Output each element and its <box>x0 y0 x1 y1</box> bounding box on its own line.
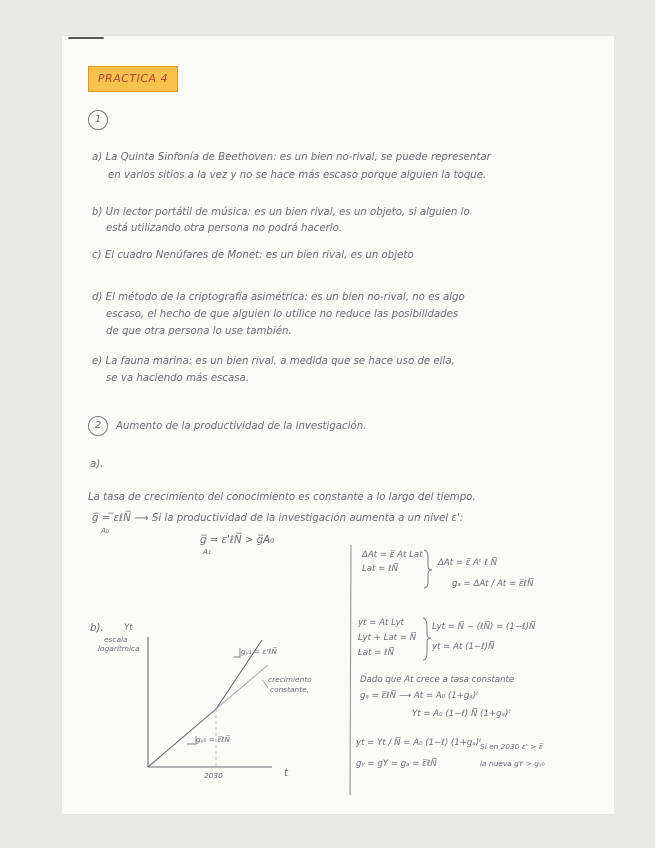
new-growth-subscript: A₁ <box>203 547 212 556</box>
x-axis-tick-2030: 2030 <box>204 771 223 780</box>
slope-low-label: gᵧ₀ = ε̅ℓN̅ <box>196 735 230 744</box>
part-b-label: b). <box>90 623 104 634</box>
page-title: PRACTICA 4 <box>88 66 178 92</box>
box4-line1: yt = Yt / N̅ = A₀ (1−ℓ) (1+gₐ)ᵗ <box>356 738 482 748</box>
growth-constant-statement: La tasa de crecimiento del conocimiento es constante a lo largo del tiempo. <box>88 492 476 503</box>
answer-e-line-2: se va haciendo más escasa. <box>106 373 250 384</box>
slope-high-label: gᵧ₁ = ε'ℓN̅ <box>241 647 277 656</box>
question-2-number: 2 <box>88 416 108 436</box>
new-growth-inequality: g̅ = ε'ℓN̅ > g̅A₀ <box>200 535 275 546</box>
box1-eq2: Lat = ℓN̅ <box>362 564 399 574</box>
answer-d-line-2: escaso, el hecho de que alguien lo utilice no reduce las posibilidades <box>106 309 459 320</box>
answer-c-line-1: c) El cuadro Nenúfares de Monet: es un bien rival, es un objeto <box>92 250 414 261</box>
box2-result2: yt = At (1−ℓ)N̅ <box>432 642 495 652</box>
box3-line2: gₐ = ε̅ℓN̅ ⟶ At = A₀ (1+gₐ)ᵗ <box>360 691 479 701</box>
box1-result1: ΔAt = ε̅ Aᵗ ℓ N̅ <box>438 558 498 568</box>
y-axis-sub2: logarítmica <box>98 644 140 653</box>
box2-result1: Lyt = N̅ − (ℓN̅) = (1−ℓ)N̅ <box>432 622 536 632</box>
box1-result2: gₐ = ΔAt / At = ε̅ℓN̅ <box>452 579 534 589</box>
box4-note1: Si en 2030 ε' > ε̅ <box>480 742 543 751</box>
answer-a-line-2: en varios sitios a la vez y no se hace más escaso porque alguien la toque. <box>108 170 487 181</box>
y-axis-label: Yt <box>124 623 133 633</box>
part-a-label: a). <box>90 459 104 470</box>
x-axis-label: t <box>284 768 288 779</box>
box3-line1: Dado que At crece a tasa constante <box>360 675 515 685</box>
answer-d-line-3: de que otra persona lo use también. <box>106 326 292 337</box>
question-2-title: Aumento de la productividad de la investigación. <box>116 421 367 432</box>
question-1-number: 1 <box>88 110 108 130</box>
box1-eq1: ΔAt = ε̅ At Lat <box>362 550 423 560</box>
productivity-subscript: A₀ <box>101 526 110 535</box>
productivity-statement: g̅ = ̅εℓN̅ ⟶ Si la productividad de la investigación aumenta a un nivel ε': <box>92 513 464 524</box>
box2-eq1: yt = At Lyt <box>358 618 405 628</box>
counterfactual-note-2: constante. <box>270 685 310 694</box>
answer-d-line-1: d) El método de la criptografía asimétrica: es un bien no-rival, no es algo <box>92 292 465 303</box>
y-axis-sub1: escala <box>104 635 128 644</box>
answer-e-line-1: e) La fauna marina: es un bien rival, a medida que se hace uso de ella, <box>92 356 455 367</box>
box2-eq2: Lyt + Lat = N̅ <box>358 633 417 643</box>
answer-b-line-2: está utilizando otra persona no podrá hacerlo. <box>106 223 343 234</box>
box2-eq3: Lat = ℓN̅ <box>358 648 395 658</box>
box3-line3: Yt = A₀ (1−ℓ) N̅ (1+gₐ)ᵗ <box>412 709 511 719</box>
box4-note2: la nueva gY > gᵧ₀ <box>480 759 545 768</box>
answer-a-line-1: a) La Quinta Sinfonía de Beethoven: es un bien no-rival, se puede representar <box>92 152 491 163</box>
answer-b-line-1: b) Un lector portátil de música: es un bien rival, es un objeto, si alguien lo <box>92 207 470 218</box>
counterfactual-note-1: crecimiento <box>268 675 312 684</box>
box4-line2: gᵧ = gY = gₐ = ε̅ℓN̅ <box>356 759 437 769</box>
